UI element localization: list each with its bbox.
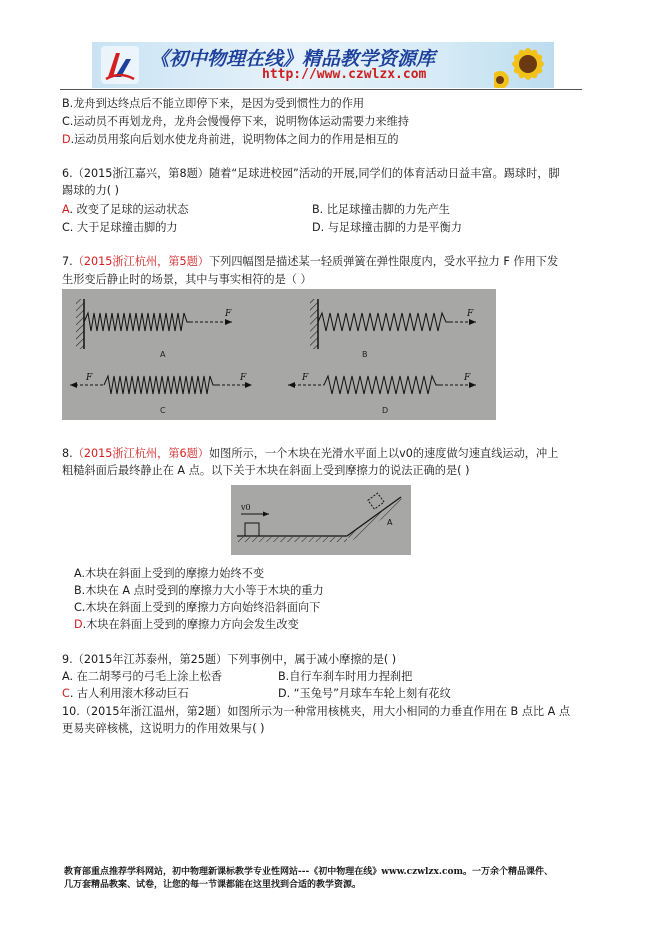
force-label-right: F (464, 373, 471, 383)
q7-panel-d (288, 373, 476, 415)
q10-stem-line2: 更易夹碎核桃，这说明力的作用效果与( ) (62, 722, 265, 735)
question-source: （2015浙江杭州，第6题） (72, 447, 209, 460)
panel-label: A (160, 350, 166, 359)
q7-panel-c (70, 373, 252, 415)
q6-option-b: B. 比足球撞击脚的力先产生 (312, 203, 450, 216)
q8-stem-line2: 粗糙斜面后最终静止在 A 点。以下关于木块在斜面上受到摩擦力的说法正确的是( ) (62, 464, 470, 477)
q8-option-c: C.木块在斜面上受到的摩擦力方向始终沿斜面向下 (74, 601, 321, 614)
q8-option-b: B.木块在 A 点时受到的摩擦力大小等于木块的重力 (74, 584, 324, 597)
panel-label: D (382, 406, 389, 415)
force-label-right: F (240, 373, 247, 383)
q8-stem-line1 (62, 446, 558, 461)
point-a-label: A (387, 518, 393, 527)
q9-option-a: A. 在二胡琴弓的弓毛上涂上松香 (62, 670, 223, 683)
option-text: .运动员用浆向后划水使龙舟前进，说明物体之间力的作用是相互的 (70, 133, 399, 146)
force-label: F (225, 309, 232, 319)
panel-label: B (362, 350, 368, 359)
answer-letter: C (62, 687, 70, 700)
q7-stem-line1 (62, 254, 558, 269)
prev-option-c: C.运动员不再划龙舟，龙舟会慢慢停下来，说明物体运动需要力来维持 (62, 115, 409, 128)
q8-incline-figure (231, 485, 411, 555)
question-source: （2015浙江杭州，第5题） (72, 255, 209, 268)
q9-option-c (62, 686, 189, 701)
question-number: 7. (62, 255, 73, 268)
question-number: 8. (62, 447, 73, 460)
banner-url[interactable]: http://www.czwlzx.com (262, 67, 427, 82)
q6-stem-line2: 踢球的力( ) (62, 184, 120, 197)
option-text: .木块在斜面上受到的摩擦力方向会发生改变 (82, 618, 299, 631)
header-rule (60, 89, 582, 90)
q6-option-a (62, 202, 188, 217)
site-logo (100, 45, 140, 85)
question-text: 如图所示，一个木块在光滑水平面上以v0的速度做匀速直线运动，冲上 (208, 447, 559, 460)
q9-stem: 9.（2015年江苏泰州，第25题）下列事例中，属于减小摩擦的是( ) (62, 653, 397, 666)
q8-option-a: A.木块在斜面上受到的摩擦力始终不变 (74, 567, 265, 580)
option-text: . 古人利用滚木移动巨石 (69, 687, 189, 700)
panel-label: C (160, 406, 166, 415)
q7-spring-figure (62, 289, 496, 420)
q6-option-d: D. 与足球撞击脚的力是平衡力 (312, 221, 462, 234)
q7-panel-b (310, 299, 476, 359)
q6-stem-line1: 6.（2015浙江嘉兴，第8题）随着“足球进校园”活动的开展,同学们的体育活动日益丰富。踢球时，脚 (62, 167, 560, 180)
sunflower-image (494, 42, 554, 88)
q9-option-d: D. “玉兔号”月球车车轮上刻有花纹 (278, 687, 451, 700)
velocity-label: v0 (241, 503, 251, 512)
answer-letter: D (62, 133, 71, 146)
footer-line1: 教育部重点推荐学科网站，初中物理新课标教学专业性网站---《初中物理在线》www.czwlzx.com。一万余个精品课件、 (64, 867, 554, 877)
answer-letter: A (62, 203, 70, 216)
question-text: 下列四幅图是描述某一轻质弹簧在弹性限度内，受水平拉力 F 作用下发 (208, 255, 559, 268)
q9-option-b: B.自行车刹车时用力捏刹把 (278, 670, 413, 683)
header-banner (92, 42, 554, 88)
q10-stem-line1: 10.（2015年浙江温州，第2题）如图所示为一种常用核桃夹，用大小相同的力垂直作用在 B 点比 A 点 (62, 705, 571, 718)
option-text: . 改变了足球的运动状态 (69, 203, 189, 216)
q6-option-c: C. 大于足球撞击脚的力 (62, 221, 178, 234)
force-label-left: F (86, 373, 93, 383)
q8-option-d (74, 617, 299, 632)
q7-panel-a (76, 299, 232, 359)
force-label: F (467, 309, 474, 319)
prev-option-d (62, 132, 399, 147)
force-label-left: F (302, 373, 309, 383)
answer-letter: D (74, 618, 83, 631)
banner-title: 《初中物理在线》精品教学资源库 (150, 48, 436, 70)
prev-option-b: B.龙舟到达终点后不能立即停下来，是因为受到惯性力的作用 (62, 97, 365, 110)
q7-stem-line2: 生形变后静止时的场景，其中与事实相符的是（ ） (62, 273, 312, 286)
footer-line2: 几万套精品教案、试卷，让您的每一节课都能在这里找到合适的教学资源。 (64, 880, 362, 890)
